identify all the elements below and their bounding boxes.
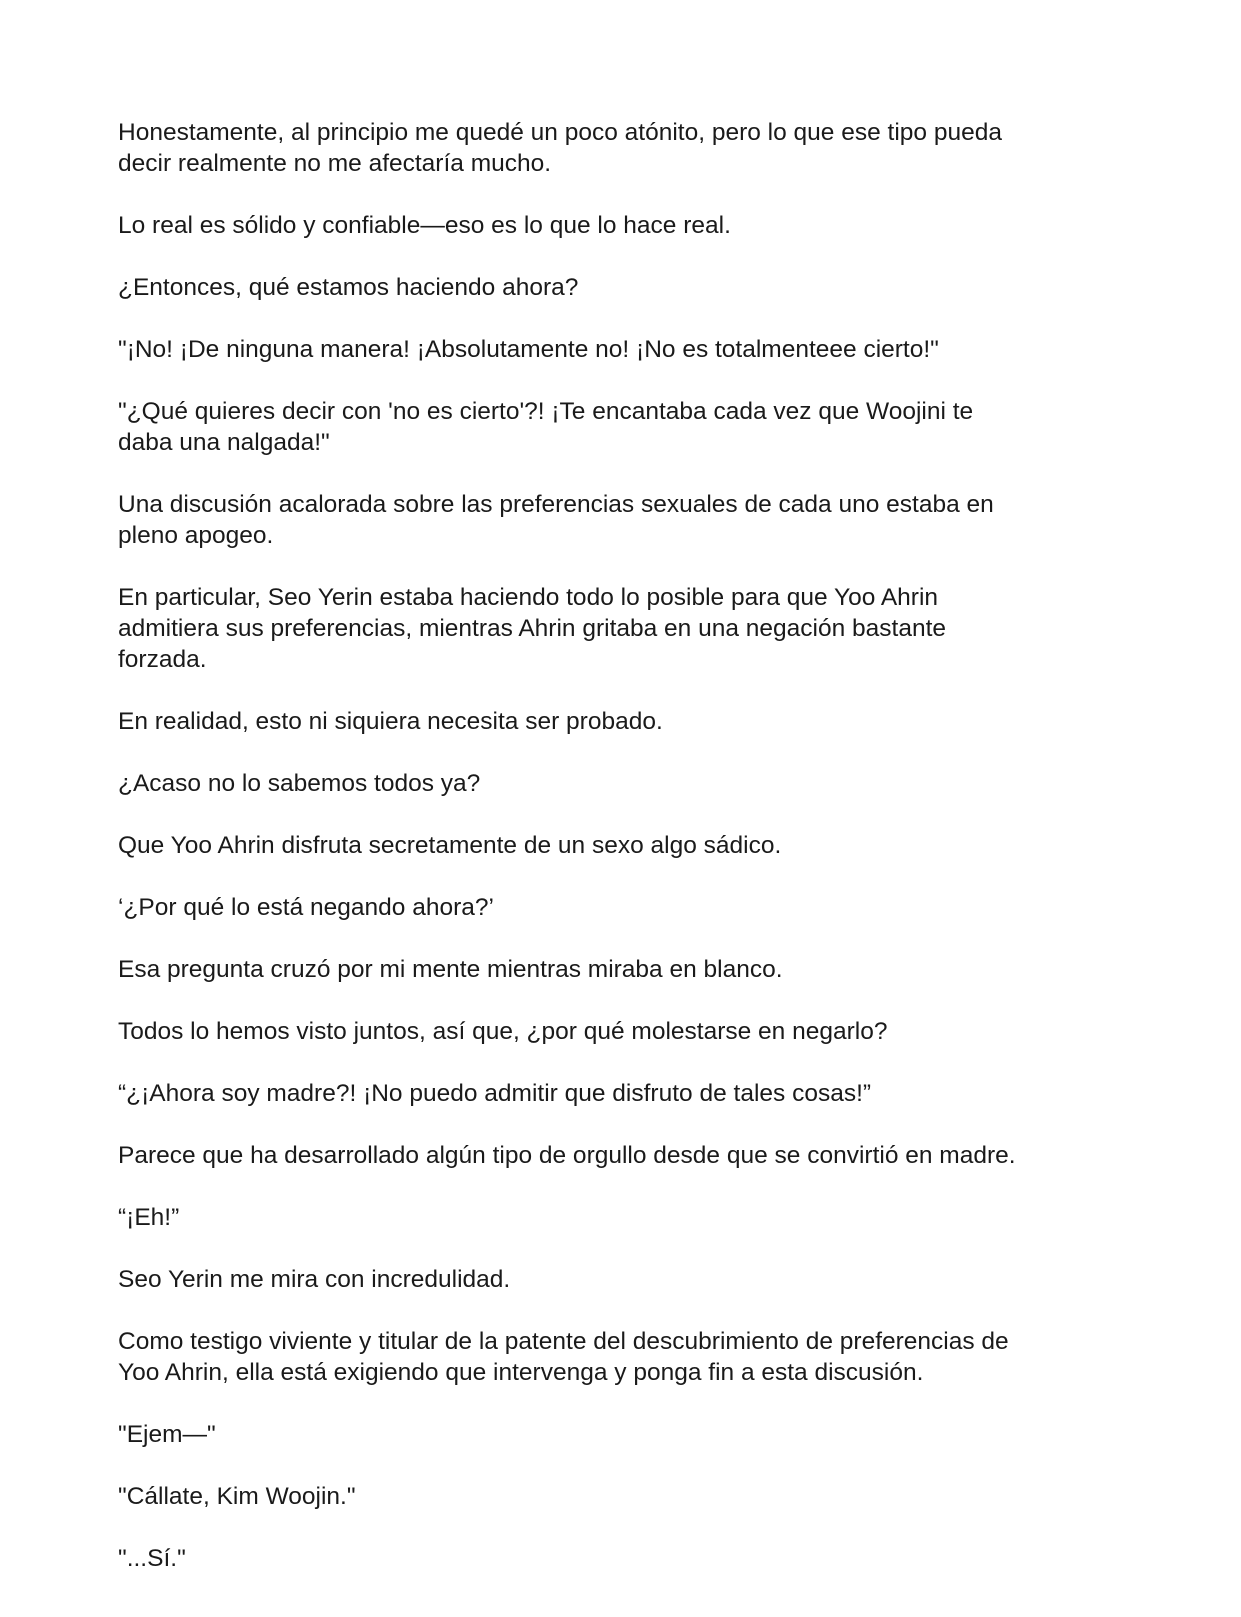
paragraph: ¿Acaso no lo sabemos todos ya? xyxy=(118,770,481,797)
paragraph: "...Sí." xyxy=(118,1545,186,1572)
paragraph: Lo real es sólido y confiable—eso es lo que lo hace real. xyxy=(118,212,731,239)
paragraph: "¡No! ¡De ninguna manera! ¡Absolutamente no! ¡No es totalmenteee cierto!" xyxy=(118,336,939,363)
paragraph: "Ejem—" xyxy=(118,1421,216,1448)
paragraph: En particular, Seo Yerin estaba haciendo todo lo posible para que Yoo Ahrin admitiera sus preferencias, mientras Ahrin gritaba en una negación bastante forzada. xyxy=(118,584,947,673)
paragraph: Honestamente, al principio me quedé un poco atónito, pero lo que ese tipo pueda decir realmente no me afectaría mucho. xyxy=(118,119,1002,177)
paragraph: Todos lo hemos visto juntos, así que, ¿por qué molestarse en negarlo? xyxy=(118,1018,888,1045)
paragraph: “¡Eh!” xyxy=(118,1204,180,1231)
paragraph: “¿¡Ahora soy madre?! ¡No puedo admitir que disfruto de tales cosas!” xyxy=(118,1080,872,1107)
paragraph: Seo Yerin me mira con incredulidad. xyxy=(118,1266,511,1293)
paragraph: Esa pregunta cruzó por mi mente mientras miraba en blanco. xyxy=(118,956,783,983)
paragraph: Parece que ha desarrollado algún tipo de orgullo desde que se convirtió en madre. xyxy=(118,1142,1016,1169)
paragraph: Una discusión acalorada sobre las preferencias sexuales de cada uno estaba en pleno apogeo. xyxy=(118,491,994,549)
document-body xyxy=(118,117,1128,1574)
paragraph: Como testigo viviente y titular de la patente del descubrimiento de preferencias de Yoo Ahrin, ella está exigiendo que intervenga y ponga fin a esta discusión. xyxy=(118,1328,1009,1386)
paragraph: "Cállate, Kim Woojin." xyxy=(118,1483,356,1510)
paragraph: "¿Qué quieres decir con 'no es cierto'?! ¡Te encantaba cada vez que Woojini te daba una nalgada!" xyxy=(118,398,974,456)
paragraph: Que Yoo Ahrin disfruta secretamente de un sexo algo sádico. xyxy=(118,832,782,859)
paragraph: ¿Entonces, qué estamos haciendo ahora? xyxy=(118,274,579,301)
paragraph: ‘¿Por qué lo está negando ahora?’ xyxy=(118,894,494,921)
paragraph: En realidad, esto ni siquiera necesita ser probado. xyxy=(118,708,663,735)
